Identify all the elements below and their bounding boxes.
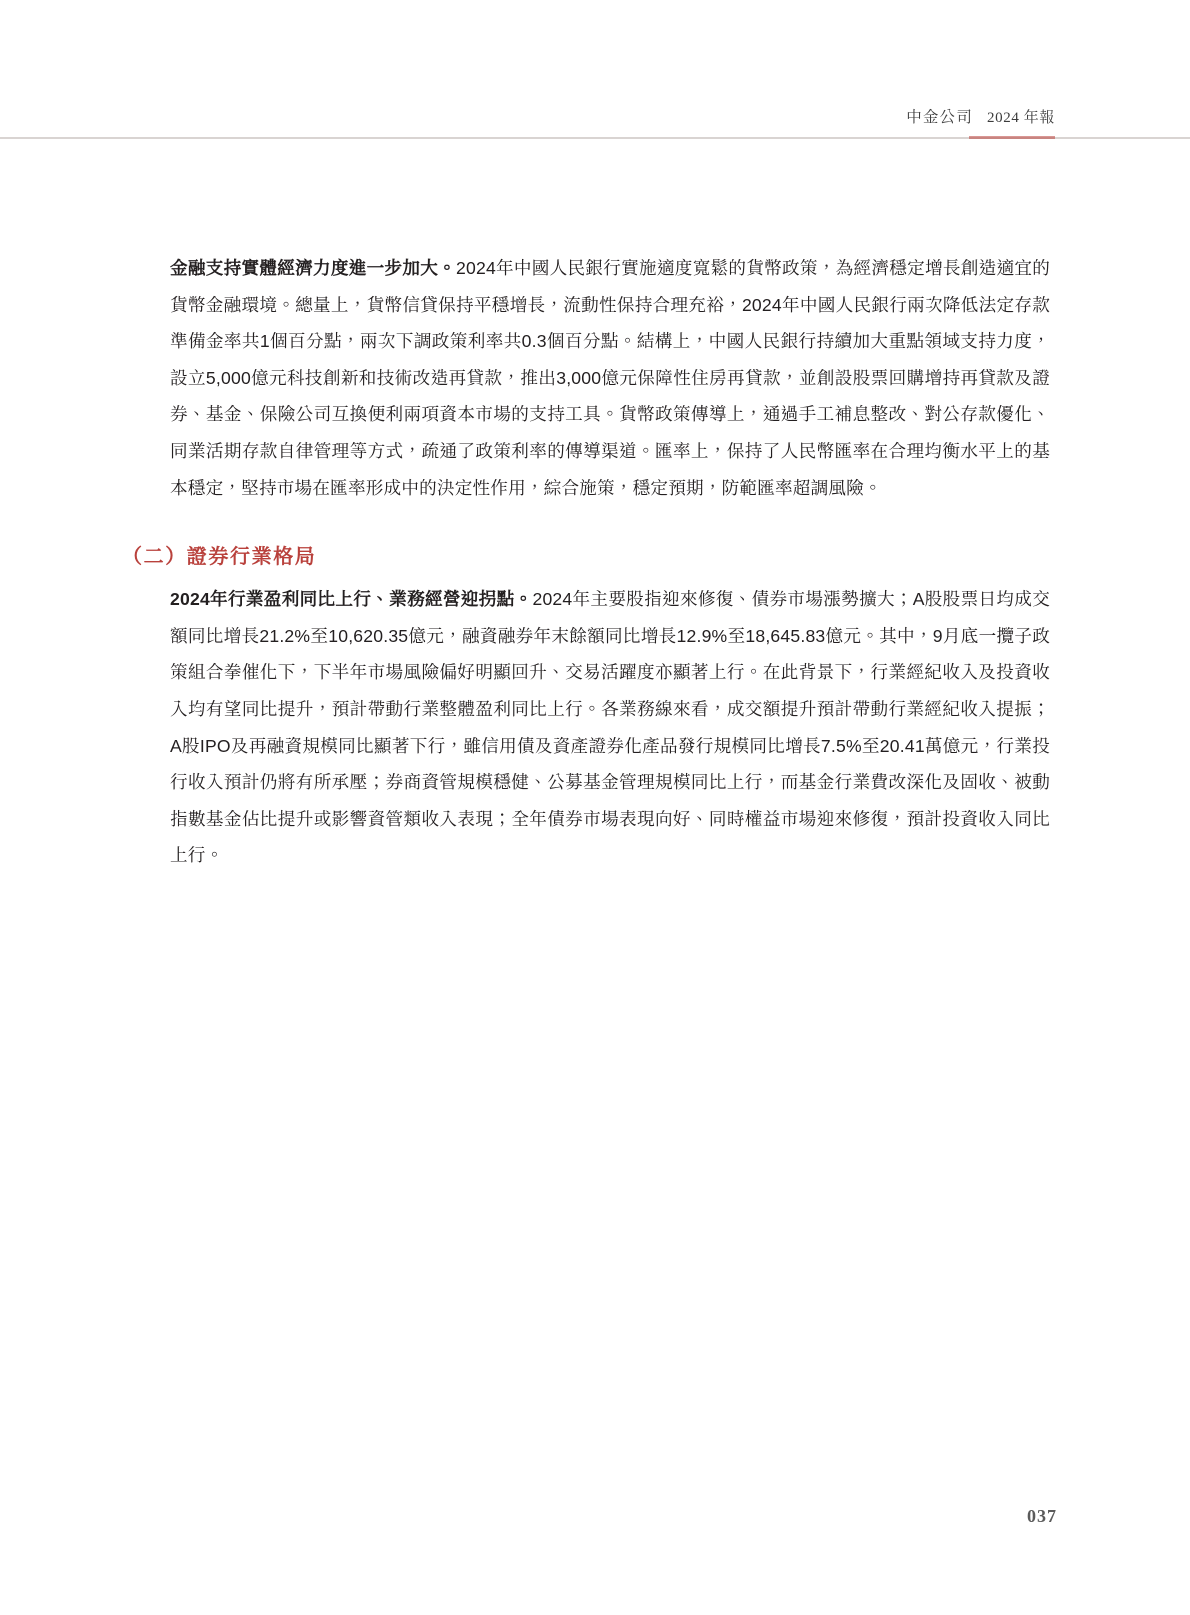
- header-report-year: 2024 年報: [987, 110, 1055, 126]
- paragraph-1-lead: 金融支持實體經濟力度進一步加大。: [170, 258, 456, 278]
- page-content: [122, 250, 1051, 874]
- paragraph-1-body: 2024年中國人民銀行實施適度寬鬆的貨幣政策，為經濟穩定增長創造適宜的貨幣金融環境。總量上，貨幣信貸保持平穩增長，流動性保持合理充裕，2024年中國人民銀行兩次降低法定存款準備金率共1個百分點，兩次下調政策利率共0.3個百分點。結構上，中國人民銀行持續加大重點領域支持力度，設立5,000億元科技創新和技術改造再貸款，推出3,000億元保障性住房再貸款，並創設股票回購增持再貸款及證券、基金、保險公司互換便利兩項資本市場的支持工具。貨幣政策傳導上，通過手工補息整改、對公存款優化、同業活期存款自律管理等方式，疏通了政策利率的傳導渠道。匯率上，保持了人民幣匯率在合理均衡水平上的基本穩定，堅持市場在匯率形成中的決定性作用，綜合施策，穩定預期，防範匯率超調風險。: [170, 258, 1050, 498]
- paragraph-industry-profit: [170, 581, 1050, 874]
- header-divider-accent: [969, 136, 1055, 139]
- section-heading-securities-industry: （二）證券行業格局: [122, 546, 317, 569]
- page-header: [0, 105, 1190, 145]
- page-number: 037: [1027, 1506, 1057, 1526]
- header-company-name: 中金公司: [906, 109, 974, 126]
- header-text-group: [906, 105, 1055, 127]
- paragraph-2-body: 2024年主要股指迎來修復、債券市場漲勢擴大；A股股票日均成交額同比增長21.2%至10,620.35億元，融資融券年末餘額同比增長12.9%至18,645.83億元。其中，9月底一攬子政策組合拳催化下，下半年市場風險偏好明顯回升、交易活躍度亦顯著上行。在此背景下，行業經紀收入及投資收入均有望同比提升，預計帶動行業整體盈利同比上行。各業務線來看，成交額提升預計帶動行業經紀收入提振；A股IPO及再融資規模同比顯著下行，雖信用債及資產證券化產品發行規模同比增長7.5%至20.41萬億元，行業投行收入預計仍將有所承壓；券商資管規模穩健、公募基金管理規模同比上行，而基金行業費改深化及固收、被動指數基金佔比提升或影響資管類收入表現；全年債券市場表現向好、同時權益市場迎來修復，預計投資收入同比上行。: [170, 589, 1051, 866]
- paragraph-2-lead: 2024年行業盈利同比上行、業務經營迎拐點。: [170, 589, 533, 610]
- paragraph-monetary-policy: [170, 250, 1050, 506]
